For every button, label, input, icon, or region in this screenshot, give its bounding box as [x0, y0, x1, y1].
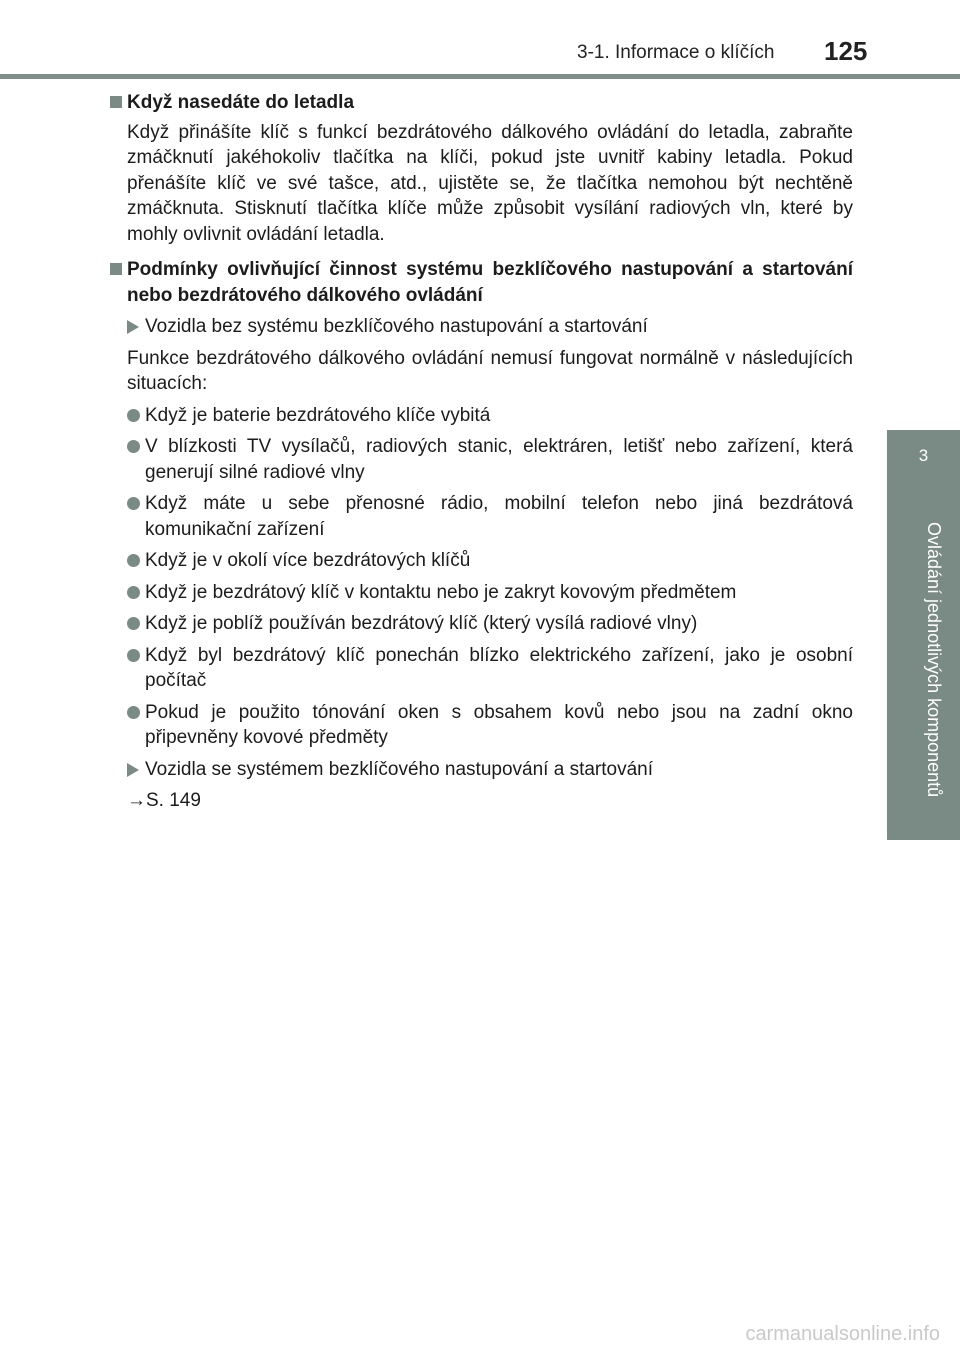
circle-bullet-icon — [127, 554, 140, 567]
page-number: 125 — [824, 36, 868, 66]
circle-bullet-icon — [127, 440, 140, 453]
square-bullet-icon — [110, 96, 122, 108]
section-title: 3-1. Informace o klíčích — [577, 42, 775, 63]
chapter-tab — [887, 430, 960, 840]
list-item-text: Pokud je použito tónování oken s obsahem kovů nebo jsou na zadní okno připevněny kovové předměty — [145, 701, 853, 748]
section-heading — [108, 90, 853, 116]
list-item — [127, 611, 853, 637]
circle-bullet-icon — [127, 617, 140, 630]
chapter-label: Ovládání jednotlivých komponentů — [924, 522, 944, 798]
section-heading-text: Když nasedáte do letadla — [127, 92, 355, 113]
section-paragraph: Když přinášíte klíč s funkcí bezdrátového dálkového ovládání do letadla, zabraňte zmáčknutí jakéhokoliv tlačítka na klíči, pokud jste uvnitř kabiny letadla. Pokud přenášíte klíč ve své tašce, atd., ujistěte se, že tlačítka nemohou být nechtěně zmáčknuta. Stisknutí tlačítka klíče může způsobit vysílání radiových vln, které by mohly ovlivnit ovládání letadla. — [127, 121, 853, 245]
circle-bullet-icon — [127, 497, 140, 510]
circle-bullet-icon — [127, 649, 140, 662]
list-item-text: Když je poblíž používán bezdrátový klíč (který vysílá radiové vlny) — [145, 613, 698, 634]
circle-bullet-icon — [127, 586, 140, 599]
list-item-text: Když je bezdrátový klíč v kontaktu nebo je zakryt kovovým předmětem — [145, 581, 737, 603]
list-item — [127, 548, 853, 574]
list-item — [127, 491, 853, 542]
subheading-text: Vozidla bez systému bezklíčového nastupování a startování — [145, 316, 648, 337]
triangle-marker-icon — [127, 763, 139, 777]
list-item-text: Když máte u sebe přenosné rádio, mobilní telefon nebo jiná bezdrátová komunikační zařízení — [145, 493, 853, 540]
list-item-text: Když byl bezdrátový klíč ponechán blízko elektrického zařízení, jako je osobní počítač — [145, 644, 853, 691]
circle-bullet-icon — [127, 409, 140, 422]
subheading — [127, 314, 853, 340]
circle-bullet-icon — [127, 706, 140, 719]
watermark: carmanualsonline.info — [745, 1323, 940, 1345]
list-item — [127, 434, 853, 485]
list-item-text: Když je baterie bezdrátového klíče vybitá — [145, 404, 491, 426]
main-content — [108, 90, 853, 814]
list-item-text: V blízkosti TV vysílačů, radiových stanic, elektráren, letišť nebo zařízení, která generují silné radiové vlny — [145, 436, 853, 483]
list-item — [127, 643, 853, 694]
section-heading-text: Podmínky ovlivňující činnost systému bezklíčového nastupování a startování nebo bezdrátového dálkového ovládání — [127, 259, 853, 306]
chapter-number: 3 — [918, 446, 929, 465]
list-item — [127, 580, 853, 606]
list-item — [127, 403, 853, 429]
subheading — [127, 757, 853, 783]
square-bullet-icon — [110, 263, 122, 275]
triangle-marker-icon — [127, 320, 139, 334]
list-item — [127, 700, 853, 751]
section-heading — [108, 257, 853, 308]
subheading-text: Vozidla se systémem bezklíčového nastupování a startování — [145, 758, 653, 780]
page-reference-link[interactable]: →S. 149 — [127, 790, 201, 811]
page-header — [0, 0, 960, 78]
header-divider — [0, 74, 960, 79]
intro-paragraph: Funkce bezdrátového dálkového ovládání nemusí fungovat normálně v následujících situacích: — [127, 347, 853, 394]
list-item-text: Když je v okolí více bezdrátových klíčů — [145, 550, 471, 571]
